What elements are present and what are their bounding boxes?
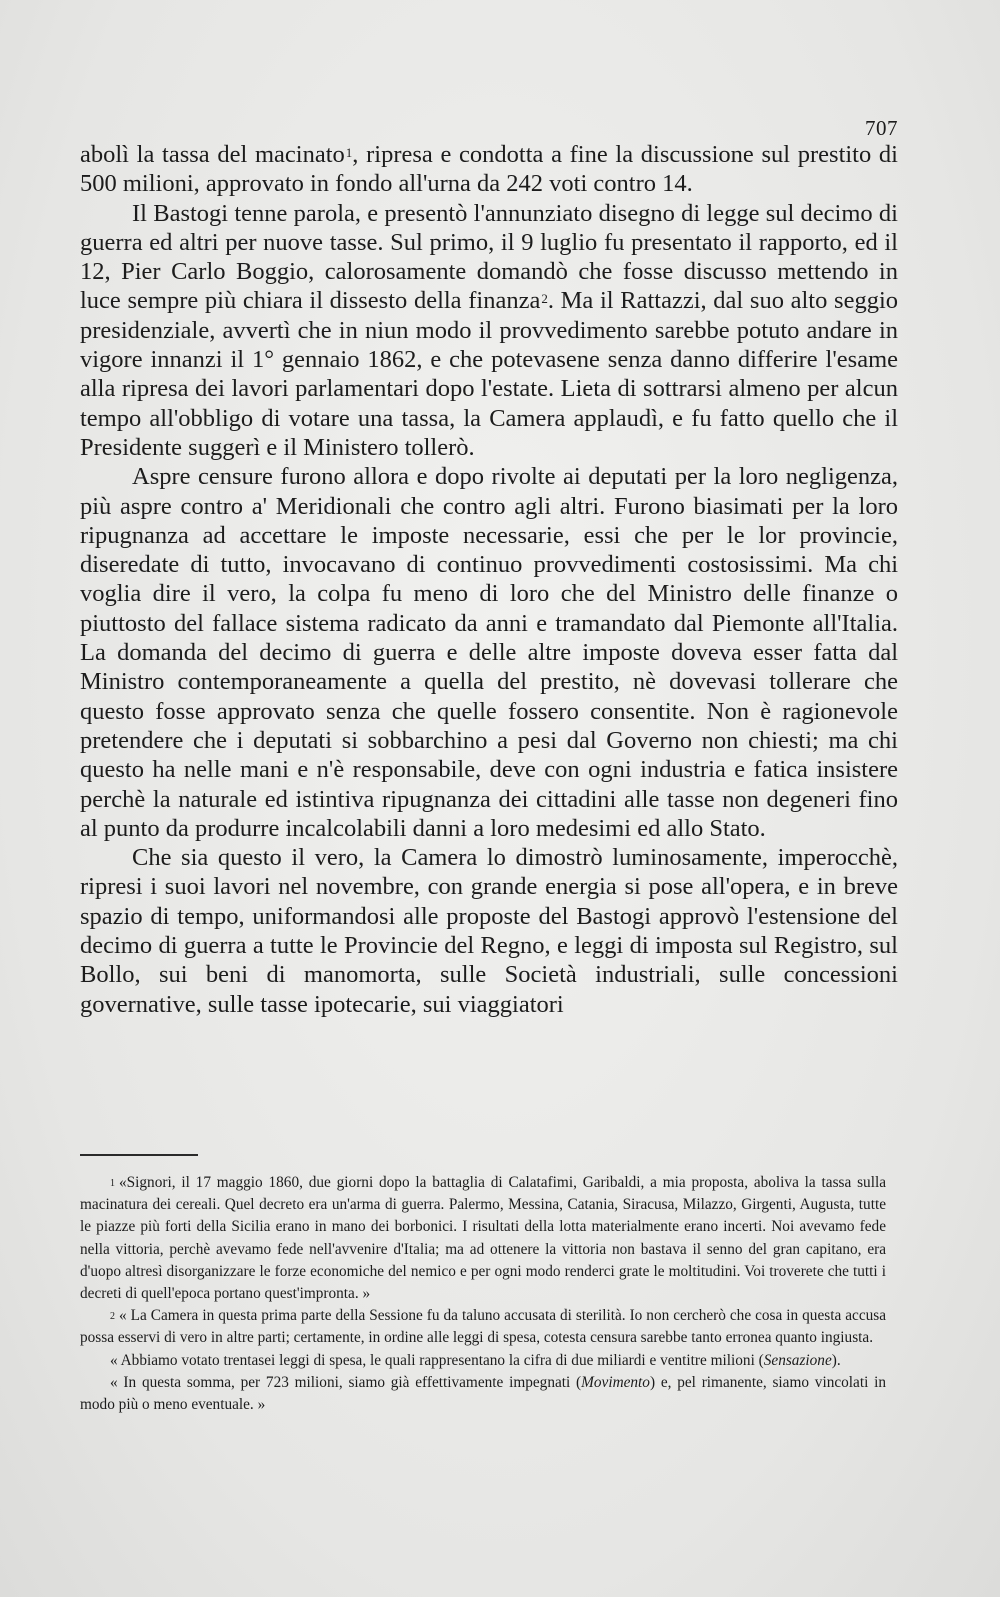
footnote (80, 1305, 886, 1349)
footnotes (80, 1172, 886, 1416)
footnote-text: «Signori, il 17 maggio 1860, due giorni dopo la battaglia di Calatafimi, Garibaldi, a mia proposta, aboliva la tassa sulla macinatura dei cereali. Quel decreto era un'arma di guerra. Palermo, Messina, Catania, Siracusa, Milazzo, Girgenti, Augusta, tutte le piazze più forti della Sicilia erano in mano dei borbonici. I risultati della lotta materialmente erano incerti. Noi avevamo fede nella vittoria, perchè avevamo fede nell'avvenire d'Italia; ma ad ottenere la vittoria non bastava il senno del gran capitano, era d'uopo altresì disorganizzare le forze economiche del nemico e per ogni modo renderci grate le moltitudini. Voi troverete che tutti i decreti di quell'epoca portano quest'impronta. » (80, 1174, 886, 1303)
footnote-emphasis: Sensazione (763, 1351, 832, 1369)
footnote-text: « La Camera in questa prima parte della Sessione fu da taluno accusata di sterilità. Io non cercherò che cosa in questa accusa possa esservi di vero in altre parti; certamente, in ordine alle leggi di spesa, cotesta censura sarebbe tanto erronea quanto ingiusta. (80, 1307, 886, 1347)
footnote-text: ). (831, 1351, 841, 1369)
footnote-emphasis: Movimento (581, 1373, 650, 1391)
paragraph: Aspre censure furono allora e dopo rivolte ai deputati per la loro negligenza, più aspre contro a' Meridionali che contro agli altri. Furono biasimati per la loro ripugnanza ad accettare le imposte necessarie, essi che per le lor provincie, diseredate di tutto, invocavano di continuo provvedimenti costosissimi. Ma chi voglia dire il vero, la colpa fu meno di loro che del Ministro delle finanze o piuttosto del fallace sistema radicato da anni e tramandato dal Piemonte all'Italia. La domanda del decimo di guerra e delle altre imposte doveva esser fatta dal Ministro contemporaneamente a quella del prestito, nè dovevasi tollerare che questo fosse approvato senza che quelle fossero consentite. Non è ragionevole pretendere che i deputati si sobbarchino a pesi dal Governo non chiesti; ma chi questo ha nelle mani e n'è responsabile, deve con ogni industria e fatica insistere perchè la naturale ed istintiva ripugnanza dei cittadini alle tasse non degeneri fino al punto da produrre incalcolabili danni a loro medesimi ed allo Stato. (80, 463, 898, 842)
body-text (80, 140, 898, 1019)
paragraph-text: . Ma il Rattazzi, dal suo alto seggio presidenziale, avvertì che in niun modo il provvedimento sarebbe potuto andare in vigore innanzi il 1° gennaio 1862, e che potevasene senza danno differire l'esame alla ripresa dei lavori parlamentari dopo l'estate. Lieta di sottrarsi almeno per alcun tempo all'obbligo di votare una tassa, la Camera applaudì, e fu fatto quello che il Presidente suggerì e il Ministero tollerò. (80, 287, 898, 461)
footnote-reference[interactable]: 1 (345, 145, 353, 160)
footnote-text: « In questa somma, per 723 milioni, siamo già effettivamente impegnati ( (110, 1373, 582, 1391)
footnote-mark: 1 (110, 1178, 115, 1189)
footnote (80, 1172, 886, 1305)
footnote-continuation (80, 1372, 886, 1416)
paragraph-text: , ripresa e condotta a fine la discussione sul prestito di 500 milioni, approvato in fondo all'urna da 242 voti contro 14. (80, 141, 898, 198)
paragraph (80, 199, 898, 463)
footnote-text: ) e, pel rimanente, siamo vincolati in modo più o meno eventuale. » (80, 1373, 886, 1414)
page-number: 707 (865, 116, 898, 140)
paragraph-text: abolì la tassa del macinato (80, 141, 345, 168)
paragraph-text: Il Bastogi tenne parola, e presentò l'annunziato disegno di legge sul decimo di guerra ed altri per nuove tasse. Sul primo, il 9 luglio fu presentato il rapporto, ed il 12, Pier Carlo Boggio, calorosamente domandò che fosse discusso mettendo in luce sempre più chiara il dissesto della finanza (80, 199, 898, 315)
footnote-reference[interactable]: 2 (541, 291, 548, 307)
paragraph (80, 140, 898, 199)
footnote-mark: 2 (110, 1311, 115, 1323)
footnote-text: « Abbiamo votato trentasei leggi di spesa, le quali rappresentano la cifra di due miliardi e ventitre milioni ( (110, 1351, 764, 1369)
paragraph: Che sia questo il vero, la Camera lo dimostrò luminosamente, imperocchè, ripresi i suoi lavori nel novembre, con grande energia si pose all'opera, e in breve spazio di tempo, uniformandosi alle proposte del Bastogi approvò l'estensione del decimo di guerra a tutte le Provincie del Regno, e leggi di imposta sul Registro, sul Bollo, sui beni di manomorta, sulle Società industriali, sulle concessioni governative, sulle tasse ipotecarie, sui viaggiatori (80, 844, 898, 1018)
footnote-separator (80, 1154, 198, 1156)
footnote-continuation (80, 1350, 886, 1372)
